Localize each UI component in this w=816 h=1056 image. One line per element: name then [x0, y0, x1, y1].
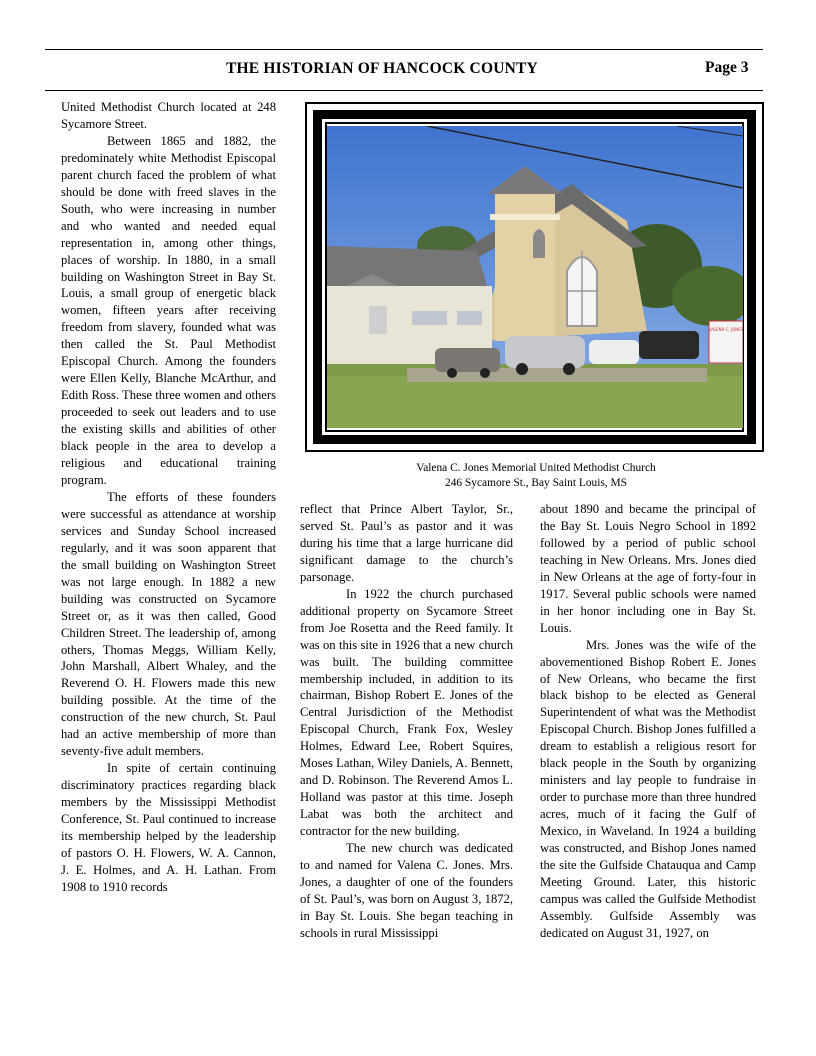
- header-bottom-rule: [45, 90, 763, 91]
- header-top-rule: [45, 49, 763, 50]
- paragraph: The new church was dedicated to and named for Valena C. Jones. Mrs. Jones, a daughter of one of the founders of St. Paul’s, was born on August 3, 1872, in Bay St. Louis. She began teaching in schools in rural Mississippi: [300, 841, 513, 940]
- church-photo: [327, 126, 743, 428]
- caption-line-1: Valena C. Jones Memorial United Methodist Church: [416, 462, 656, 474]
- paragraph: Between 1865 and 1882, the predominately white Methodist Episcopal parent church faced the problem of what should be done with freed slaves in the South, who were increasing in number and who wanted and needed equal representation in, among other things, places of worship. In 1880, in a small building on Washington Street in Bay St. Louis, a small group of energetic black women, fifteen years after receiving freedom from slavery, founded what was then called the St. Paul Methodist Episcopal Church. Among the founders were Ellen Kelly, Blanche McArthur, and Edith Ross. These three women and others proceeded to seek out leaders and to use the existing skills and abilities of other black people in the area to develop a religious and educational training program.: [61, 133, 276, 487]
- paragraph: In 1922 the church purchased additional property on Sycamore Street from Joe Rosetta and the Reed family. It was on this site in 1926 that a new church was built. The building committee membership included, in addition to its chairman, Bishop Robert E. Jones of the Central Jurisdiction of the Methodist Episcopal Church, Frank Fox, Wesley Holmes, Edward Lee, Robert Squires, Moses Lathan, Wiley Daniels, A. Bennett, and D. Robinson. The Reverend Amos L. Holland was pastor at this time. Joseph Labat was both the architect and contractor for the new building.: [300, 586, 513, 839]
- paragraph: reflect that Prince Albert Taylor, Sr., served St. Paul’s as pastor and it was during his time that a large hurricane did significant damage to the church’s parsonage.: [300, 502, 513, 584]
- paragraph: The efforts of these founders were successful as attendance at worship services and Sunday School increased regularly, and it was soon apparent that the small building on Washington Street was not large enough. In 1882 a new building was constructed on Sycamore Street or, as it was then called, Good Children Street. The leadership of, among others, Thomas Meggs, William Kelly, John Marshall, Albert Whaley, and the Reverend O. H. Flowers made this new building possible. At the time of the construction of the new church, St. Paul had an active membership of more than seventy-five adult members.: [61, 489, 276, 759]
- newsletter-title: THE HISTORIAN OF HANCOCK COUNTY: [226, 60, 538, 77]
- paragraph: United Methodist Church located at 248 Sycamore Street.: [61, 100, 276, 131]
- caption-line-2: 246 Sycamore St., Bay Saint Louis, MS: [445, 477, 627, 489]
- paragraph: In spite of certain continuing discriminatory practices regarding black members by the Mississippi Methodist Conference, St. Paul continued to increase its membership helped by the leadership of pastors O. H. Flowers, W. A. Cannon, J. E. Holmes, and A. H. Lathan. From 1908 to 1910 records: [61, 761, 276, 894]
- article-column-2: [300, 501, 513, 942]
- photo-frame: [305, 102, 764, 452]
- paragraph: Mrs. Jones was the wife of the abovementioned Bishop Robert E. Jones of New Orleans, who became the first black bishop to be elected as General Superintendent of what was the Methodist Episcopal Church. Bishop Jones fulfilled a dream to establish a religious resort for black people in the South by organizing ministers and lay people to fundraise in order to purchase more than three hundred acres, much of it facing the Gulf of Mexico, in Waveland. In 1924 a building was constructed, and Bishop Jones named the site the Gulfside Chatauqua and Camp Meeting Ground. Later, this historic campus was called the Gulfside Methodist Assembly. Gulfside Assembly was dedicated on August 31, 1927, on: [540, 637, 756, 940]
- photo-caption: [305, 461, 767, 491]
- article-column-1: [61, 99, 276, 896]
- sign-text: VALENA C. JONES: [708, 327, 743, 332]
- article-column-3: [540, 501, 756, 942]
- page-number: Page 3: [705, 59, 749, 76]
- paragraph: about 1890 and became the principal of the Bay St. Louis Negro School in 1892 followed by a period of public school teaching in New Orleans. Mrs. Jones died in New Orleans at the age of forty-four in 1917. Several public schools were named in her honor including one in Bay St. Louis.: [540, 502, 756, 635]
